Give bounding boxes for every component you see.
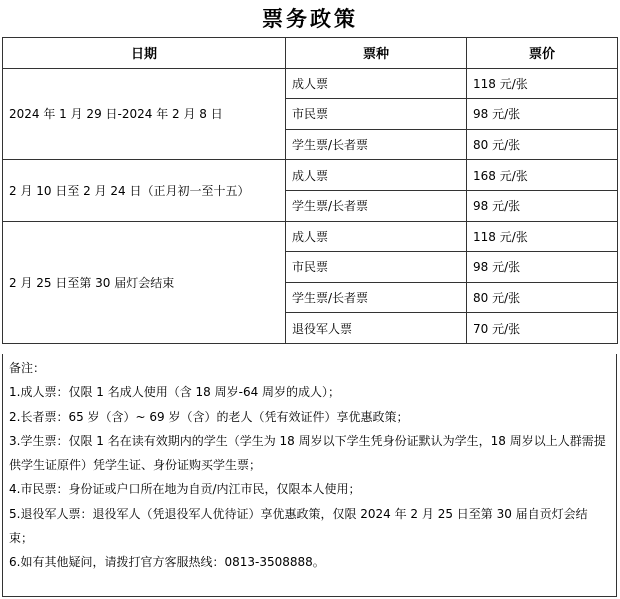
note-item: 6.如有其他疑问，请拨打官方客服热线：0813-3508888。 xyxy=(9,555,325,570)
header-date: 日期 xyxy=(3,38,286,69)
price-cell: 80 元/张 xyxy=(467,282,618,313)
note-item: 1.成人票：仅限 1 名成人使用（含 18 周岁-64 周岁的成人）； xyxy=(9,385,341,400)
ticket-type-cell: 退役军人票 xyxy=(286,313,467,344)
price-cell: 98 元/张 xyxy=(467,99,618,130)
note-item: 3.学生票：仅限 1 名在读有效期内的学生（学生为 18 周岁以下学生凭身份证默认为学生，18 周岁以上人群需提供学生证原件）凭学生证、身份证购买学生票； xyxy=(9,433,606,473)
note-item: 2.长者票：65 岁（含）~ 69 岁（含）的老人（凭有效证件）享优惠政策； xyxy=(9,409,409,424)
price-cell: 118 元/张 xyxy=(467,221,618,252)
notes-section xyxy=(2,354,617,597)
header-ticket-type: 票种 xyxy=(286,38,467,69)
table-row xyxy=(3,221,618,252)
table-row xyxy=(3,160,618,191)
price-cell: 98 元/张 xyxy=(467,190,618,221)
note-item: 5.退役军人票：退役军人（凭退役军人优待证）享优惠政策，仅限 2024 年 2 月 25 日至第 30 届自贡灯会结束； xyxy=(9,506,588,546)
header-price: 票价 xyxy=(467,38,618,69)
price-cell: 70 元/张 xyxy=(467,313,618,344)
price-cell: 118 元/张 xyxy=(467,68,618,99)
ticket-type-cell: 学生票/长者票 xyxy=(286,190,467,221)
ticket-type-cell: 成人票 xyxy=(286,68,467,99)
ticket-price-table xyxy=(2,37,618,344)
ticket-type-cell: 成人票 xyxy=(286,221,467,252)
ticket-type-cell: 成人票 xyxy=(286,160,467,191)
price-cell: 168 元/张 xyxy=(467,160,618,191)
ticket-type-cell: 市民票 xyxy=(286,252,467,283)
date-cell: 2 月 10 日至 2 月 24 日（正月初一至十五） xyxy=(3,160,286,221)
price-cell: 98 元/张 xyxy=(467,252,618,283)
date-cell: 2 月 25 日至第 30 届灯会结束 xyxy=(3,221,286,343)
date-cell: 2024 年 1 月 29 日-2024 年 2 月 8 日 xyxy=(3,68,286,160)
note-item: 4.市民票：身份证或户口所在地为自贡/内江市民，仅限本人使用； xyxy=(9,482,361,497)
table-header-row xyxy=(3,38,618,69)
ticket-type-cell: 学生票/长者票 xyxy=(286,129,467,160)
table-row xyxy=(3,68,618,99)
ticket-type-cell: 市民票 xyxy=(286,99,467,130)
page-title: 票务政策 xyxy=(262,6,358,31)
notes-heading: 备注： xyxy=(9,361,46,375)
ticket-type-cell: 学生票/长者票 xyxy=(286,282,467,313)
price-cell: 80 元/张 xyxy=(467,129,618,160)
